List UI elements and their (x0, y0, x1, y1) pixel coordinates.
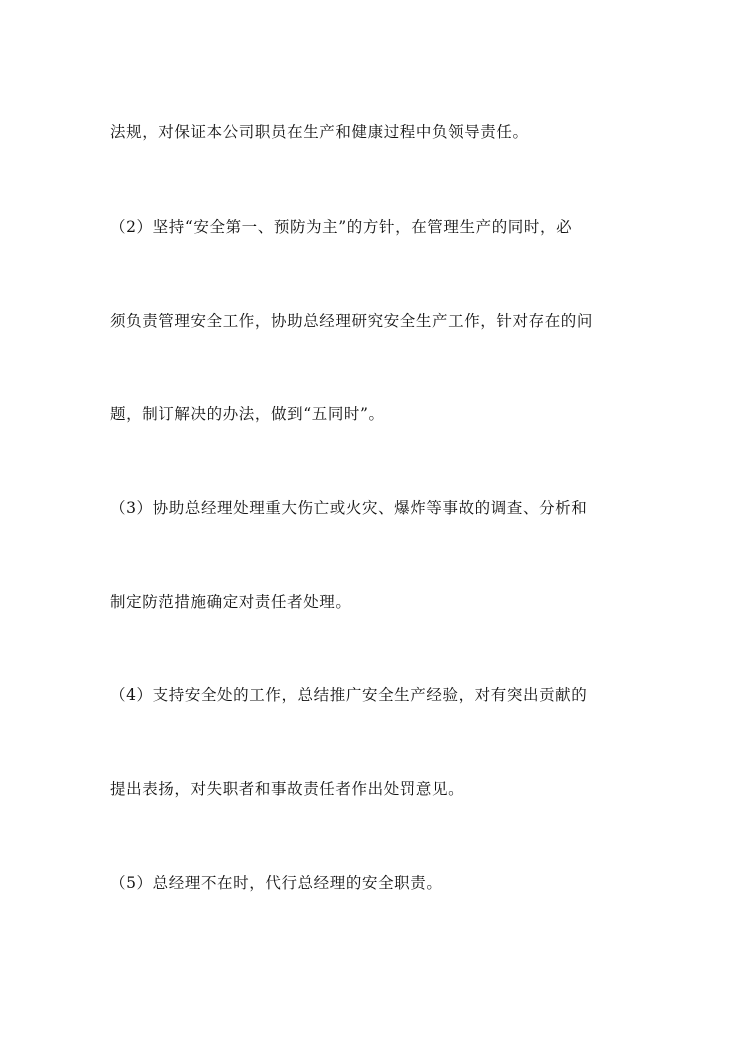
text-line: （3）协助总经理处理重大伤亡或火灾、爆炸等事故的调查、分析和 (110, 499, 588, 517)
text-line: 提出表扬，对失职者和事故责任者作出处罚意见。 (110, 780, 465, 798)
text-line: 法规，对保证本公司职员在生产和健康过程中负领导责任。 (110, 123, 529, 141)
text-line: （2）坚持“安全第一、预防为主”的方针，在管理生产的同时，必 (110, 218, 573, 236)
text-line: 制定防范措施确定对责任者处理。 (110, 593, 352, 611)
text-line: （4）支持安全处的工作，总结推广安全生产经验，对有突出贡献的 (110, 686, 588, 704)
text-line: 题，制订解决的办法，做到“五同时”。 (110, 405, 385, 423)
text-line: （5）总经理不在时，代行总经理的安全职责。 (110, 874, 443, 892)
text-line: 须负责管理安全工作，协助总经理研究安全生产工作，针对存在的问 (110, 312, 594, 330)
